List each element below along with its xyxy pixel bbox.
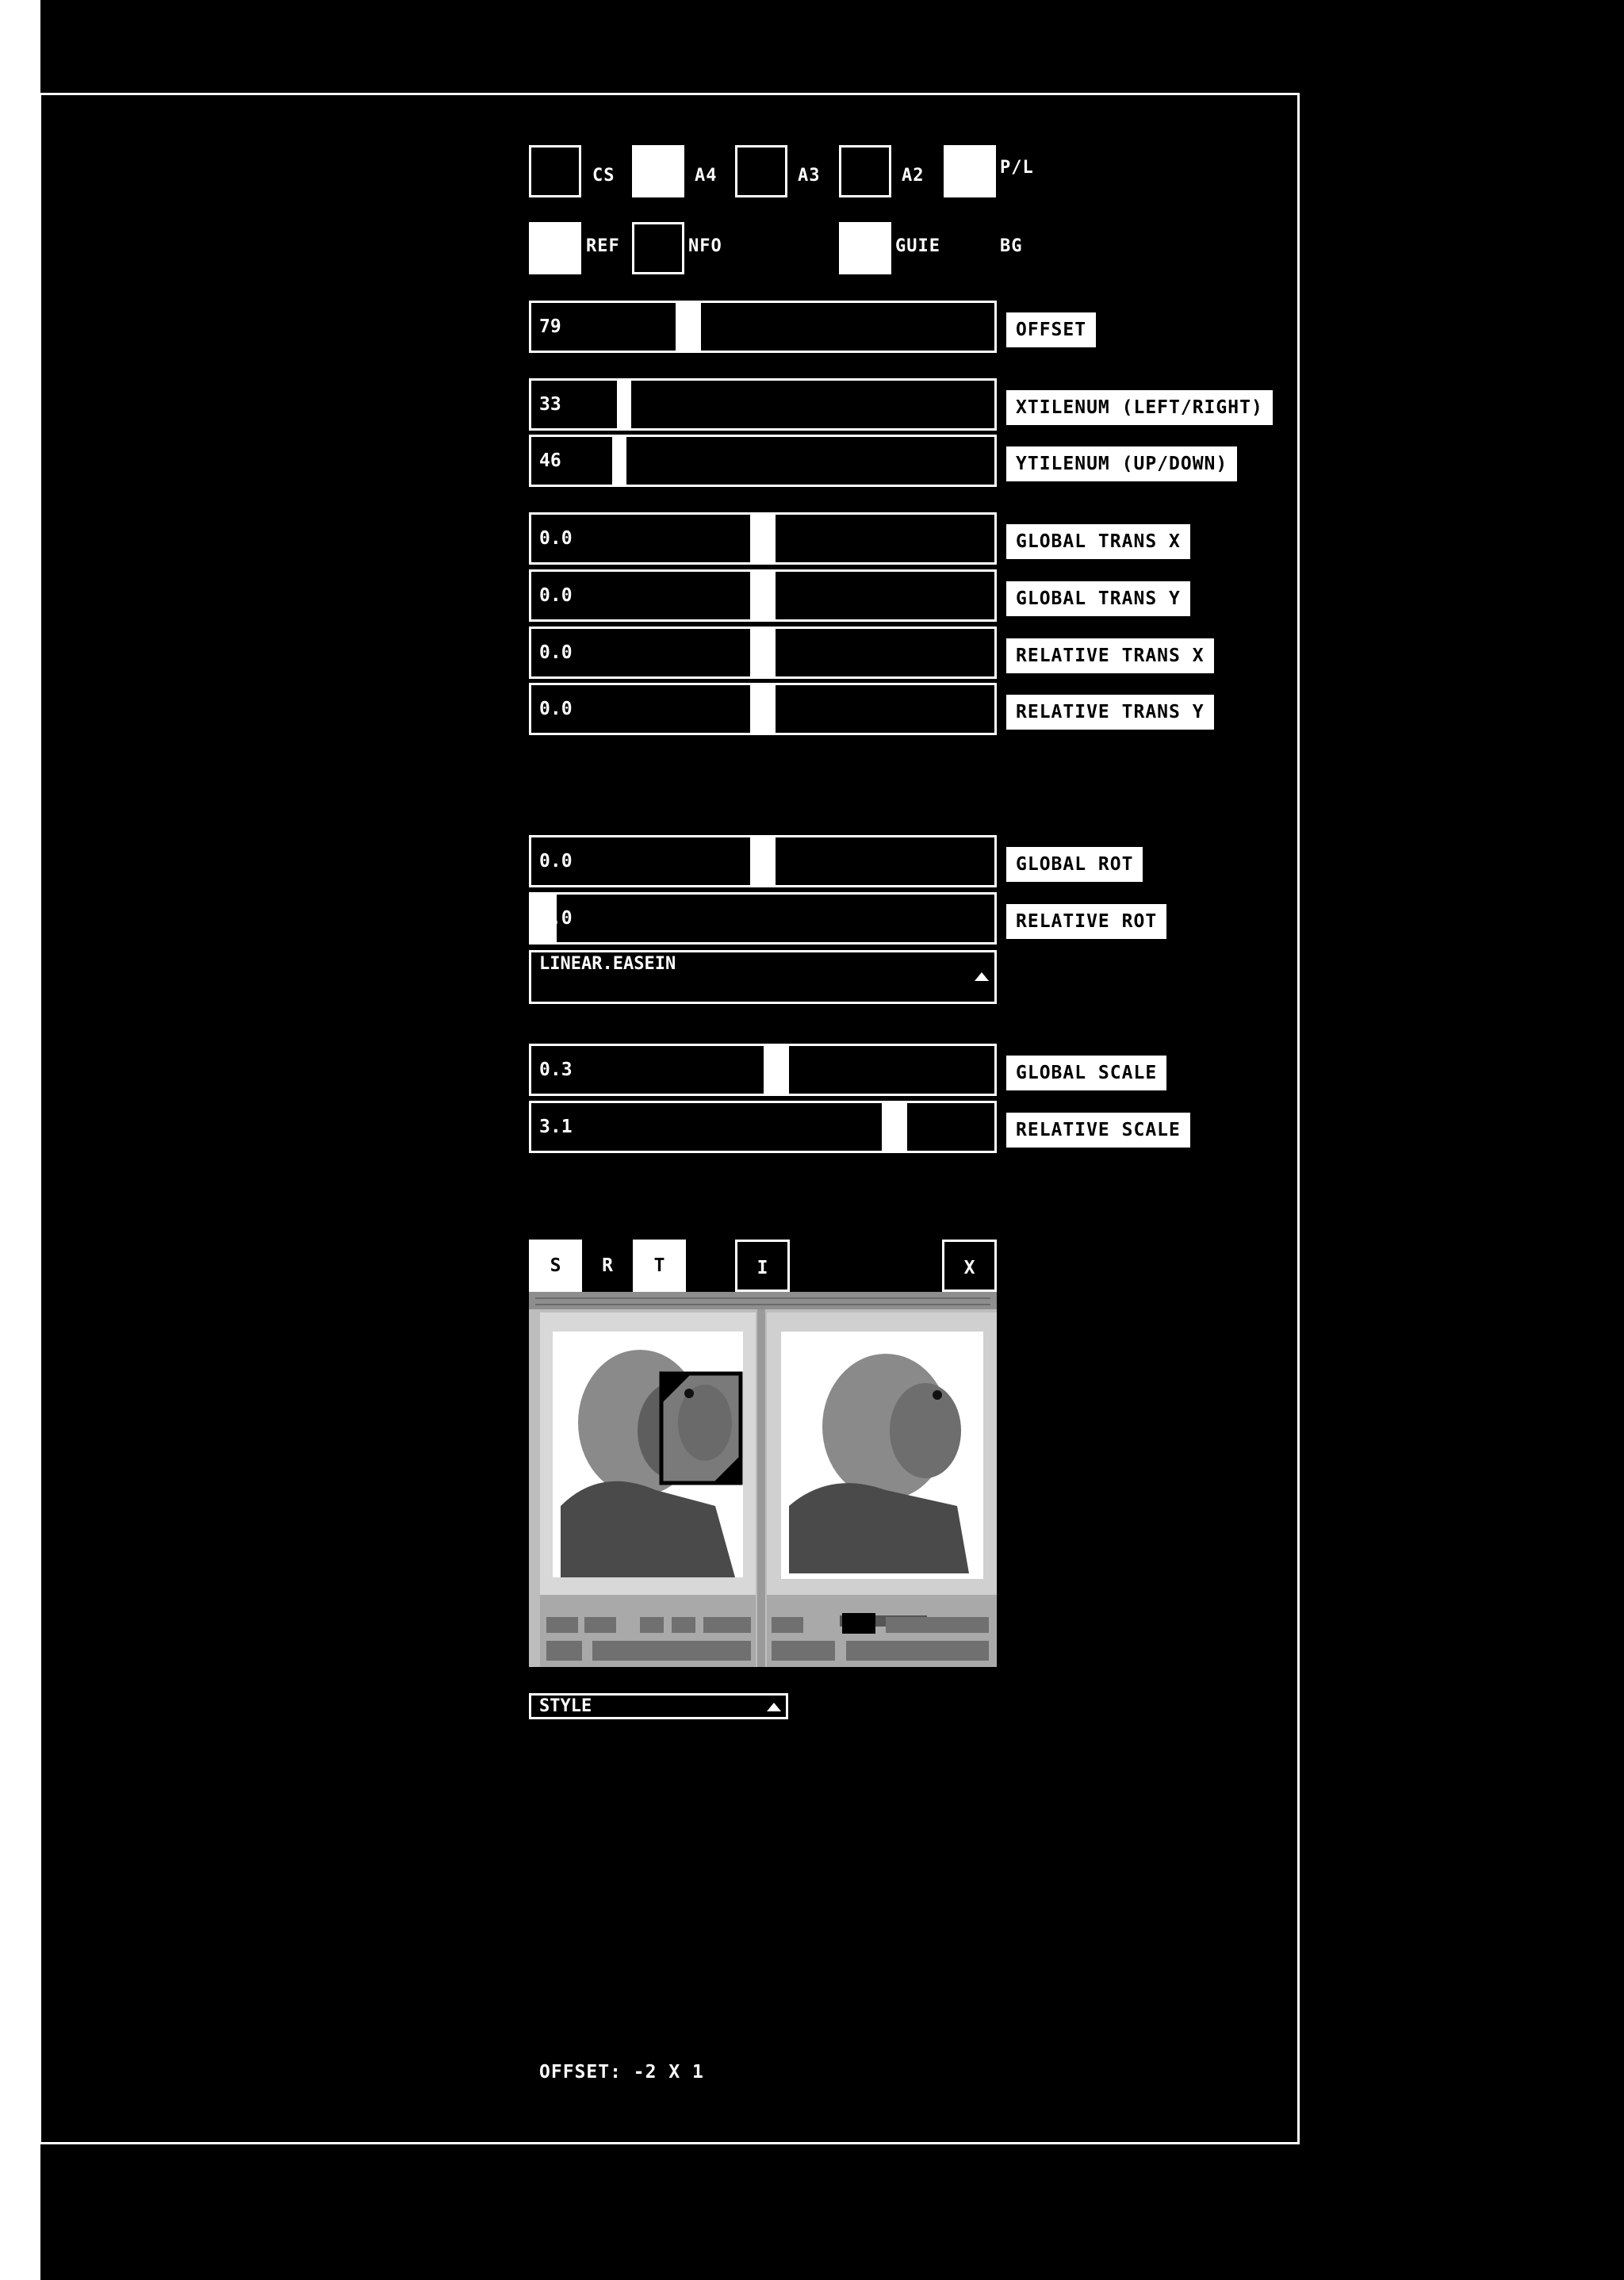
a4-label: A4: [695, 166, 718, 186]
global-rot-label: GLOBAL ROT: [1006, 847, 1143, 882]
preview-thumbnail-icon: [529, 1292, 997, 1667]
portrait-landscape-checkbox[interactable]: [944, 145, 996, 197]
relative-scale-label: RELATIVE SCALE: [1006, 1113, 1190, 1148]
ref-checkbox[interactable]: [529, 222, 581, 274]
close-button[interactable]: X: [942, 1240, 997, 1292]
relative-rot-label: RELATIVE ROT: [1006, 904, 1166, 939]
xtilenum-label: XTILENUM (LEFT/RIGHT): [1006, 390, 1273, 425]
nfo-label: NFO: [688, 236, 722, 256]
dropdown-arrow-icon: [975, 972, 989, 981]
a3-checkbox[interactable]: [735, 145, 787, 197]
offset-status-text: OFFSET: -2 X 1: [539, 2062, 704, 2083]
portrait-landscape-label: P/L: [1000, 158, 1034, 178]
global-trans-y-value: 0.0: [539, 585, 573, 606]
global-trans-x-slider[interactable]: [529, 512, 997, 565]
dropdown-arrow-icon: [767, 1703, 781, 1711]
ytilenum-value: 46: [539, 450, 561, 471]
xtilenum-slider[interactable]: [529, 378, 997, 431]
global-scale-label: GLOBAL SCALE: [1006, 1056, 1166, 1090]
ref-label: REF: [586, 236, 620, 256]
info-button[interactable]: I: [735, 1240, 790, 1292]
relative-scale-slider[interactable]: [529, 1101, 997, 1153]
ytilenum-slider-handle[interactable]: [612, 437, 626, 485]
global-scale-slider-handle[interactable]: [764, 1046, 789, 1094]
left-edge-strip: [0, 0, 40, 2280]
a3-label: A3: [798, 166, 821, 186]
offset-slider[interactable]: [529, 301, 997, 353]
relative-trans-x-label: RELATIVE TRANS X: [1006, 638, 1214, 673]
easing-dropdown[interactable]: [529, 950, 997, 1004]
cs-label: CS: [592, 166, 615, 186]
ytilenum-slider[interactable]: [529, 435, 997, 487]
relative-scale-value: 3.1: [539, 1117, 573, 1137]
offset-slider-handle[interactable]: [676, 303, 701, 351]
relative-trans-x-value: 0.0: [539, 642, 573, 663]
guides-label: GUIE: [895, 236, 940, 256]
global-rot-value: 0.0: [539, 851, 573, 872]
offset-value: 79: [539, 316, 561, 337]
global-scale-slider[interactable]: [529, 1044, 997, 1096]
guides-checkbox[interactable]: [839, 222, 891, 274]
global-trans-x-slider-handle[interactable]: [750, 515, 776, 562]
relative-rot-value: 0.0: [539, 908, 573, 929]
global-trans-y-slider-handle[interactable]: [750, 572, 776, 619]
cs-checkbox[interactable]: [529, 145, 581, 197]
xtilenum-value: 33: [539, 394, 561, 415]
bg-label[interactable]: BG: [1000, 236, 1023, 256]
global-scale-value: 0.3: [539, 1060, 573, 1080]
global-trans-x-value: 0.0: [539, 528, 573, 549]
a4-checkbox[interactable]: [632, 145, 684, 197]
nfo-checkbox[interactable]: [632, 222, 684, 274]
global-trans-y-slider[interactable]: [529, 569, 997, 622]
a2-checkbox[interactable]: [839, 145, 891, 197]
relative-scale-slider-handle[interactable]: [882, 1103, 907, 1151]
relative-trans-y-slider-handle[interactable]: [750, 685, 776, 733]
relative-rot-slider[interactable]: [529, 892, 997, 945]
ytilenum-label: YTILENUM (UP/DOWN): [1006, 446, 1237, 481]
global-trans-x-label: GLOBAL TRANS X: [1006, 524, 1190, 559]
relative-trans-y-label: RELATIVE TRANS Y: [1006, 695, 1214, 730]
offset-label: OFFSET: [1006, 312, 1096, 347]
relative-trans-x-slider[interactable]: [529, 627, 997, 679]
rotate-mode-button[interactable]: R: [582, 1240, 633, 1292]
global-rot-slider[interactable]: [529, 835, 997, 887]
easing-dropdown-value: LINEAR.EASEIN: [539, 954, 676, 974]
translate-mode-button[interactable]: T: [633, 1240, 686, 1292]
global-trans-y-label: GLOBAL TRANS Y: [1006, 581, 1190, 616]
xtilenum-slider-handle[interactable]: [617, 381, 631, 428]
preview-image: [529, 1292, 997, 1667]
scale-mode-button[interactable]: S: [529, 1240, 582, 1292]
style-dropdown-value: STYLE: [539, 1696, 592, 1716]
style-dropdown[interactable]: [529, 1693, 788, 1719]
relative-trans-y-slider[interactable]: [529, 683, 997, 735]
a2-label: A2: [902, 166, 925, 186]
global-rot-slider-handle[interactable]: [750, 837, 776, 885]
relative-trans-x-slider-handle[interactable]: [750, 629, 776, 676]
relative-trans-y-value: 0.0: [539, 699, 573, 719]
